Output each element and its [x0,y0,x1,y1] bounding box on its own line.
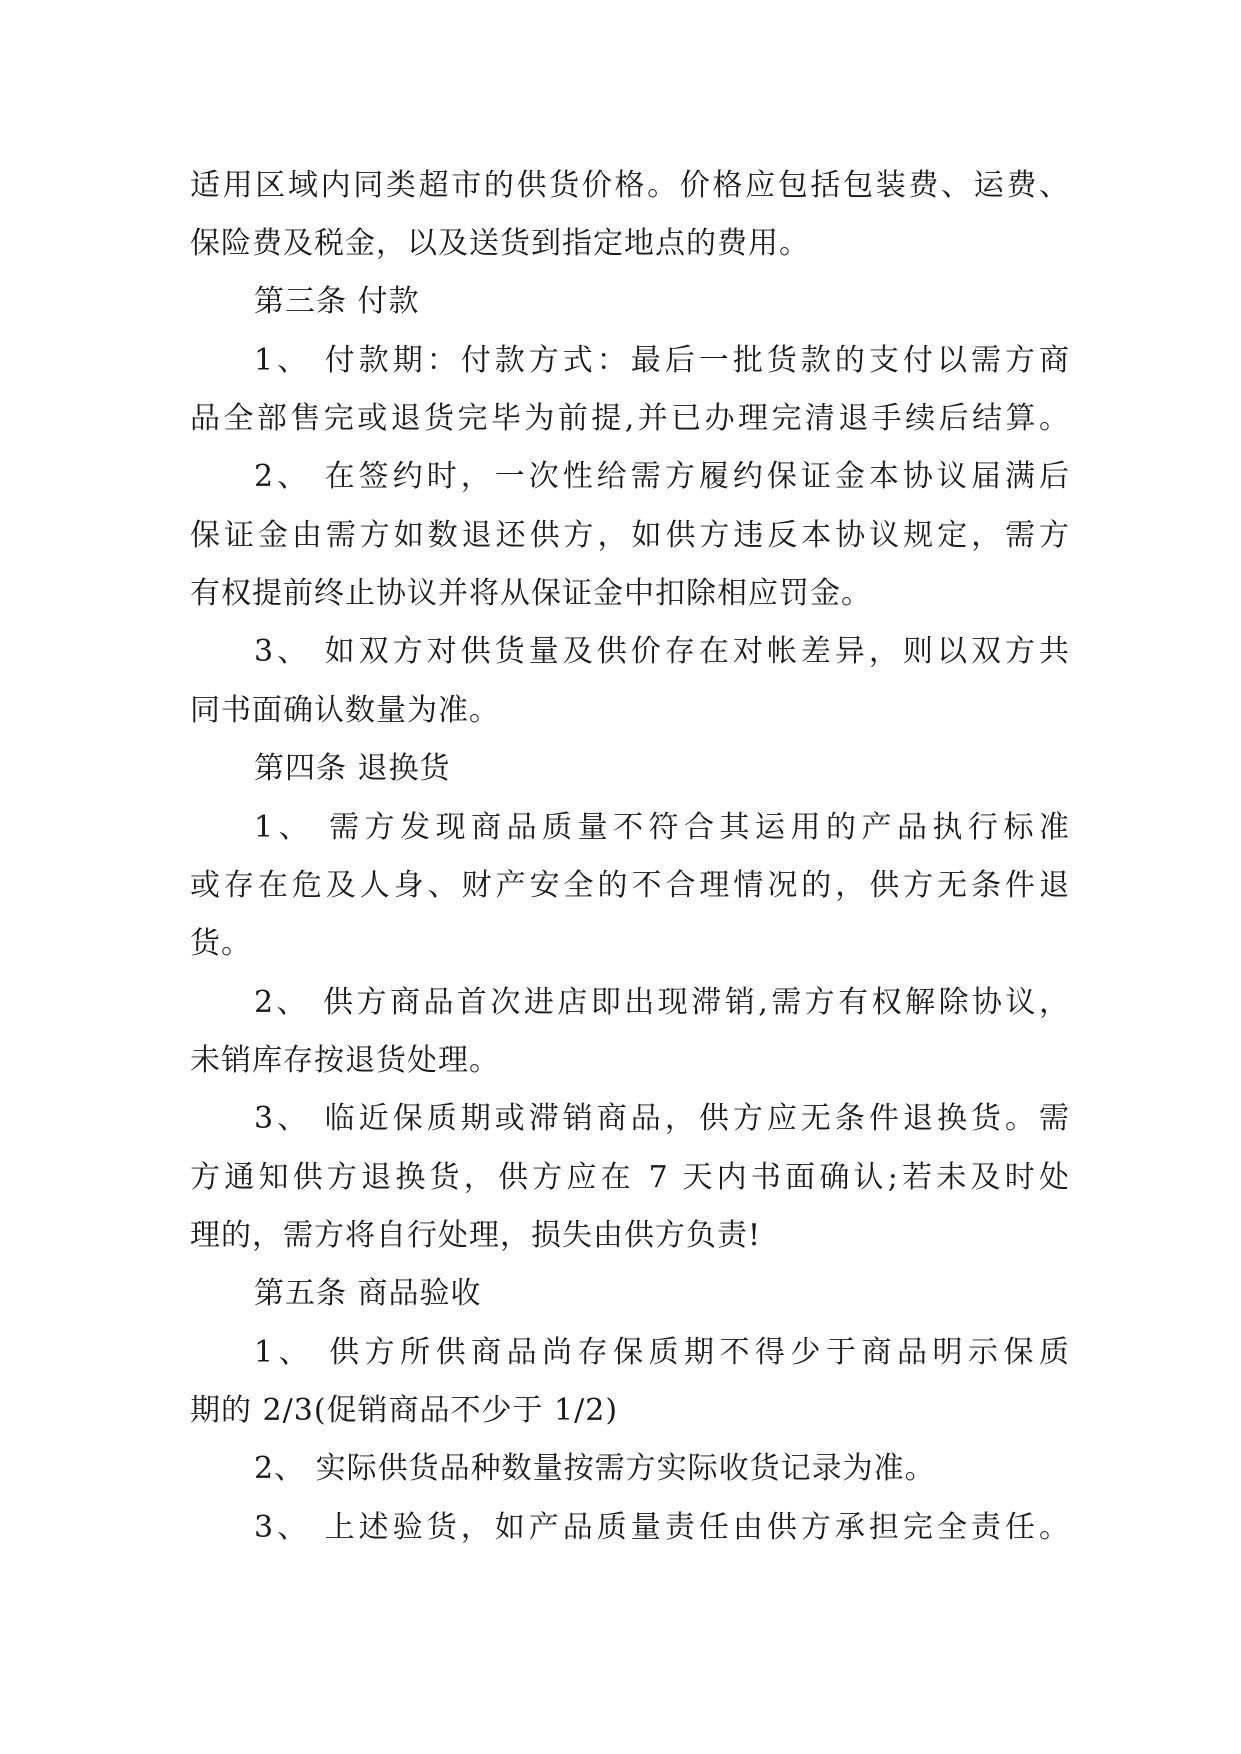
text-line: 期的 2/3(促销商品不少于 1/2) [190,1393,619,1428]
text-line: 1、 供方所供商品尚存保质期不得少于商品明示保质 [254,1335,1070,1370]
text-line: 2、 供方商品首次进店即出现滞销,需方有权解除协议， [254,985,1070,1020]
text-line: 3、 上述验货，如产品质量责任由供方承担完全责任。 [254,1510,1070,1545]
text-line: 1、 付款期：付款方式：最后一批货款的支付以需方商 [254,343,1070,378]
text-line: 2、 实际供货品种数量按需方实际收货记录为准。 [254,1451,936,1486]
text-line: 未销库存按退货处理。 [190,1043,500,1078]
text-line: 保险费及税金，以及送货到指定地点的费用。 [190,226,810,261]
text-line: 货。 [190,926,252,961]
text-line: 方通知供方退换货，供方应在 7 天内书面确认;若未及时处 [190,1160,1070,1195]
section-heading: 第四条 退换货 [254,751,451,786]
text-line: 同书面确认数量为准。 [190,693,500,728]
text-line: 2、 在签约时，一次性给需方履约保证金本协议届满后 [254,459,1070,494]
text-line: 适用区域内同类超市的供货价格。价格应包括包装费、运费、 [190,168,1070,203]
text-line: 品全部售完或退货完毕为前提,并已办理完清退手续后结算。 [190,401,1070,436]
text-line: 3、 临近保质期或滞销商品，供方应无条件退换货。需 [254,1101,1070,1136]
text-line: 3、 如双方对供货量及供价存在对帐差异，则以双方共 [254,634,1070,669]
section-heading: 第五条 商品验收 [254,1276,482,1311]
text-line: 理的，需方将自行处理，损失由供方负责! [190,1218,762,1253]
section-heading: 第三条 付款 [254,284,420,319]
text-line: 或存在危及人身、财产安全的不合理情况的，供方无条件退 [190,868,1070,903]
text-line: 1、 需方发现商品质量不符合其运用的产品执行标准 [254,810,1070,845]
text-line: 保证金由需方如数退还供方，如供方违反本协议规定，需方 [190,518,1070,553]
text-line: 有权提前终止协议并将从保证金中扣除相应罚金。 [190,576,872,611]
